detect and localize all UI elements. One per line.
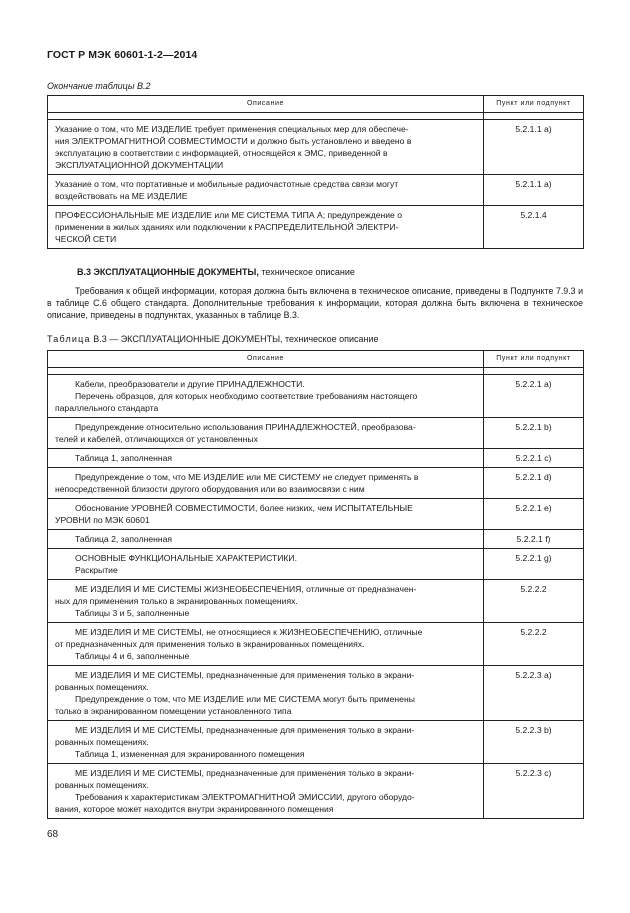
table-row <box>48 468 584 499</box>
table-row <box>48 375 584 418</box>
table-row <box>48 580 584 623</box>
description-line: вания, которое может находится внутри экранированного помещения <box>55 804 334 814</box>
table-row <box>48 206 584 249</box>
description-line: ния ЭЛЕКТРОМАГНИТНОЙ СОВМЕСТИМОСТИ и должно быть установлено и введено в <box>55 136 412 146</box>
description-cell <box>48 623 484 666</box>
table-b3-caption <box>47 334 379 344</box>
description-line: Указание о том, что МЕ ИЗДЕЛИЕ требует применения специальных мер для обеспече- <box>55 124 409 134</box>
description-line: МЕ ИЗДЕЛИЯ И МЕ СИСТЕМЫ, предназначенные для применения только в экрани- <box>75 725 415 735</box>
spacer-cell <box>48 368 484 375</box>
description-cell <box>48 120 484 175</box>
clause-reference: 5.2.2.1 c) <box>484 449 584 468</box>
table-row <box>48 499 584 530</box>
table-row <box>48 623 584 666</box>
table-label: Таблица <box>47 334 91 344</box>
clause-reference: 5.2.2.1 a) <box>484 375 584 418</box>
table-row <box>48 449 584 468</box>
table-b2-caption: Окончание таблицы В.2 <box>47 81 151 91</box>
table-row <box>48 418 584 449</box>
clause-reference: 5.2.1.1 a) <box>484 175 584 206</box>
table-b3 <box>47 350 584 819</box>
description-cell <box>48 499 484 530</box>
description-cell <box>48 580 484 623</box>
spacer-cell <box>484 113 584 120</box>
description-line: Таблица 1, измененная для экранированного помещения <box>75 749 305 759</box>
description-line: МЕ ИЗДЕЛИЯ И МЕ СИСТЕМЫ, предназначенные для применения только в экрани- <box>75 670 415 680</box>
column-header-description: Описание <box>48 351 484 368</box>
table-b3-body <box>48 368 584 819</box>
description-cell <box>48 721 484 764</box>
page-number: 68 <box>47 829 59 840</box>
description-line: Таблицы 3 и 5, заполненные <box>75 608 190 618</box>
description-cell <box>48 468 484 499</box>
description-cell <box>48 206 484 249</box>
description-line: Перечень образцов, для которых необходимо соответствие требованиям настоящего <box>75 391 418 401</box>
description-line: Таблицы 4 и 6, заполненные <box>75 651 190 661</box>
clause-reference: 5.2.2.1 g) <box>484 549 584 580</box>
section-title-rest: техническое описание <box>258 267 355 277</box>
table-row <box>48 721 584 764</box>
description-line: эксплуатацию в соответствии с информацией, относящейся к ЭМС, приведенной в <box>55 148 388 158</box>
column-header-clause: Пункт или подпункт <box>484 351 584 368</box>
description-line: ОСНОВНЫЕ ФУНКЦИОНАЛЬНЫЕ ХАРАКТЕРИСТИКИ. <box>75 553 297 563</box>
clause-reference: 5.2.2.3 b) <box>484 721 584 764</box>
clause-reference: 5.2.2.1 b) <box>484 418 584 449</box>
description-line: только в экранированном помещении установленного типа <box>55 706 292 716</box>
description-line: Предупреждение о том, что МЕ ИЗДЕЛИЕ или МЕ СИСТЕМУ не следует применять в <box>75 472 419 482</box>
table-row <box>48 764 584 819</box>
description-line: применении в жилых зданиях или подключении к РАСПРЕДЕЛИТЕЛЬНОЙ ЭЛЕКТРИ- <box>55 222 399 232</box>
spacer-cell <box>484 368 584 375</box>
spacer-cell <box>48 113 484 120</box>
description-line: параллельного стандарта <box>55 403 159 413</box>
description-line: Таблица 2, заполненная <box>75 534 173 544</box>
section-title <box>77 267 355 277</box>
description-line: МЕ ИЗДЕЛИЯ И МЕ СИСТЕМЫ, предназначенные для применения только в экрани- <box>75 768 415 778</box>
clause-reference: 5.2.2.2 <box>484 623 584 666</box>
description-line: Раскрытие <box>75 565 118 575</box>
description-line: Указание о том, что портативные и мобильные радиочастотные средства связи могут <box>55 179 399 189</box>
section-paragraph: Требования к общей информации, которая должна быть включена в техническое описание, приведены в Подпункте 7.9.3 и в таблице С.6 общего стандарта. Дополнительные требования к информации, которая должна быть включена в техническое описание, приведены в подпунктах, указанных в таблице В.3. <box>47 286 583 321</box>
description-line: ЧЕСКОЙ СЕТИ <box>55 234 117 244</box>
table-b3-title: В.3 — ЭКСПЛУАТАЦИОННЫЕ ДОКУМЕНТЫ, техническое описание <box>90 334 379 344</box>
column-header-description: Описание <box>48 96 484 113</box>
description-cell <box>48 375 484 418</box>
table-row <box>48 120 584 175</box>
description-cell <box>48 764 484 819</box>
table-row <box>48 175 584 206</box>
description-line: МЕ ИЗДЕЛИЯ И МЕ СИСТЕМЫ, не относящиеся к ЖИЗНЕОБЕСПЕЧЕНИЮ, отличные <box>75 627 423 637</box>
description-line: ЭКСПЛУАТАЦИОННОЙ ДОКУМЕНТАЦИИ <box>55 160 224 170</box>
section-title-bold: В.3 ЭКСПЛУАТАЦИОННЫЕ ДОКУМЕНТЫ, <box>77 267 259 277</box>
table-row <box>48 666 584 721</box>
clause-reference: 5.2.2.3 c) <box>484 764 584 819</box>
description-line: МЕ ИЗДЕЛИЯ И МЕ СИСТЕМЫ ЖИЗНЕОБЕСПЕЧЕНИЯ, отличные от предназначен- <box>75 584 417 594</box>
description-cell <box>48 449 484 468</box>
description-line: непосредственной близости другого оборудования или во взаимосвязи с ним <box>55 484 365 494</box>
clause-reference: 5.2.1.1 a) <box>484 120 584 175</box>
description-cell <box>48 666 484 721</box>
description-line: Кабели, преобразователи и другие ПРИНАДЛЕЖНОСТИ. <box>75 379 305 389</box>
description-line: Предупреждение о том, что МЕ ИЗДЕЛИЕ или МЕ СИСТЕМА могут быть применены <box>75 694 415 704</box>
description-cell <box>48 530 484 549</box>
description-line: Обоснование УРОВНЕЙ СОВМЕСТИМОСТИ, более низких, чем ИСПЫТАТЕЛЬНЫЕ <box>75 503 413 513</box>
description-line: Требования к характеристикам ЭЛЕКТРОМАГНИТНОЙ ЭМИССИИ, другого оборудо- <box>75 792 415 802</box>
clause-reference: 5.2.1.4 <box>484 206 584 249</box>
table-b2 <box>47 95 584 249</box>
table-row <box>48 549 584 580</box>
clause-reference: 5.2.2.2 <box>484 580 584 623</box>
description-line: Таблица 1, заполненная <box>75 453 173 463</box>
description-line: рованных помещениях. <box>55 682 149 692</box>
document-header: ГОСТ Р МЭК 60601-1-2—2014 <box>47 49 198 61</box>
clause-reference: 5.2.2.1 e) <box>484 499 584 530</box>
description-line: ПРОФЕССИОНАЛЬНЫЕ МЕ ИЗДЕЛИЕ или МЕ СИСТЕМА ТИПА А; предупреждение о <box>55 210 402 220</box>
description-line: от предназначенных для применения только в экранированных помещениях. <box>55 639 365 649</box>
table-b2-body <box>48 113 584 249</box>
description-cell <box>48 418 484 449</box>
clause-reference: 5.2.2.1 f) <box>484 530 584 549</box>
description-cell <box>48 175 484 206</box>
clause-reference: 5.2.2.3 a) <box>484 666 584 721</box>
description-line: рованных помещениях. <box>55 780 149 790</box>
table-row <box>48 530 584 549</box>
description-line: рованных помещениях. <box>55 737 149 747</box>
description-line: телей и кабелей, отличающихся от установленных <box>55 434 258 444</box>
column-header-clause: Пункт или подпункт <box>484 96 584 113</box>
description-line: Предупреждение относительно использования ПРИНАДЛЕЖНОСТЕЙ, преобразова- <box>75 422 416 432</box>
clause-reference: 5.2.2.1 d) <box>484 468 584 499</box>
description-line: ных для применения только в экранированных помещениях. <box>55 596 298 606</box>
description-line: УРОВНИ по МЭК 60601 <box>55 515 150 525</box>
description-cell <box>48 549 484 580</box>
description-line: воздействовать на МЕ ИЗДЕЛИЕ <box>55 191 188 201</box>
